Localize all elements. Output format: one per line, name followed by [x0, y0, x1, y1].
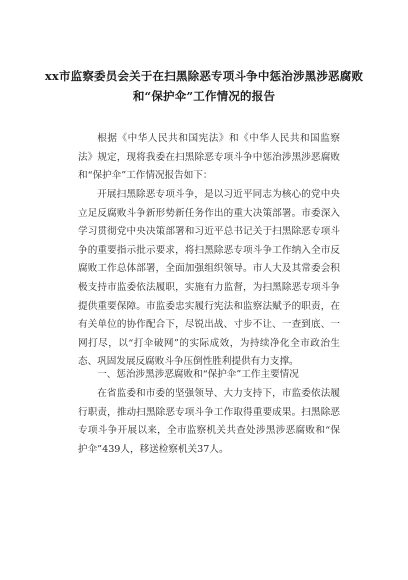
section-paragraph: 在省监委和市委的坚强领导、大力支持下，市监委依法履行职责，推动扫黑除恶专项斗争工作取得重要成果。扫黑除恶专项斗争开展以来，全市监察机关共查处涉黑涉恶腐败和“保护伞”439人，移送检察机关37人。	[78, 388, 340, 455]
document-title: xx市监察委员会关于在扫黑除恶专项斗争中惩治涉黑涉恶腐败和“保护伞”工作情况的报告	[44, 69, 364, 103]
section-heading: 一、惩治涉黑涉恶腐败和“保护伞”工作主要情况	[97, 369, 299, 380]
intro-paragraph: 根据《中华人民共和国宪法》和《中华人民共和国监察法》规定，现将我委在扫黑除恶专项斗争中惩治涉黑涉恶腐败和“保护伞”工作情况报告如下：	[78, 133, 340, 182]
background-paragraph: 开展扫黑除恶专项斗争，是以习近平同志为核心的党中央立足反腐败斗争新形势新任务作出的重大决策部署。市委深入学习贯彻党中央决策部署和习近平总书记关于扫黑除恶专项斗争的重要指示批示要求，将扫黑除恶专项斗争工作纳入全市反腐败工作总体部署，全面加强组织领导。市人大及其常委会积极支持市监委依法履职，实施有力监督，为扫黑除恶专项斗争提供重要保障。市监委忠实履行宪法和监察法赋予的职责，在有关单位的协作配合下，尽锐出战、寸步不让、一查到底、一网打尽，以“打伞破网”的实际成效，为持续净化全市政治生态、巩固发展反腐败斗争压倒性胜利提供有力支撑。	[78, 189, 340, 368]
